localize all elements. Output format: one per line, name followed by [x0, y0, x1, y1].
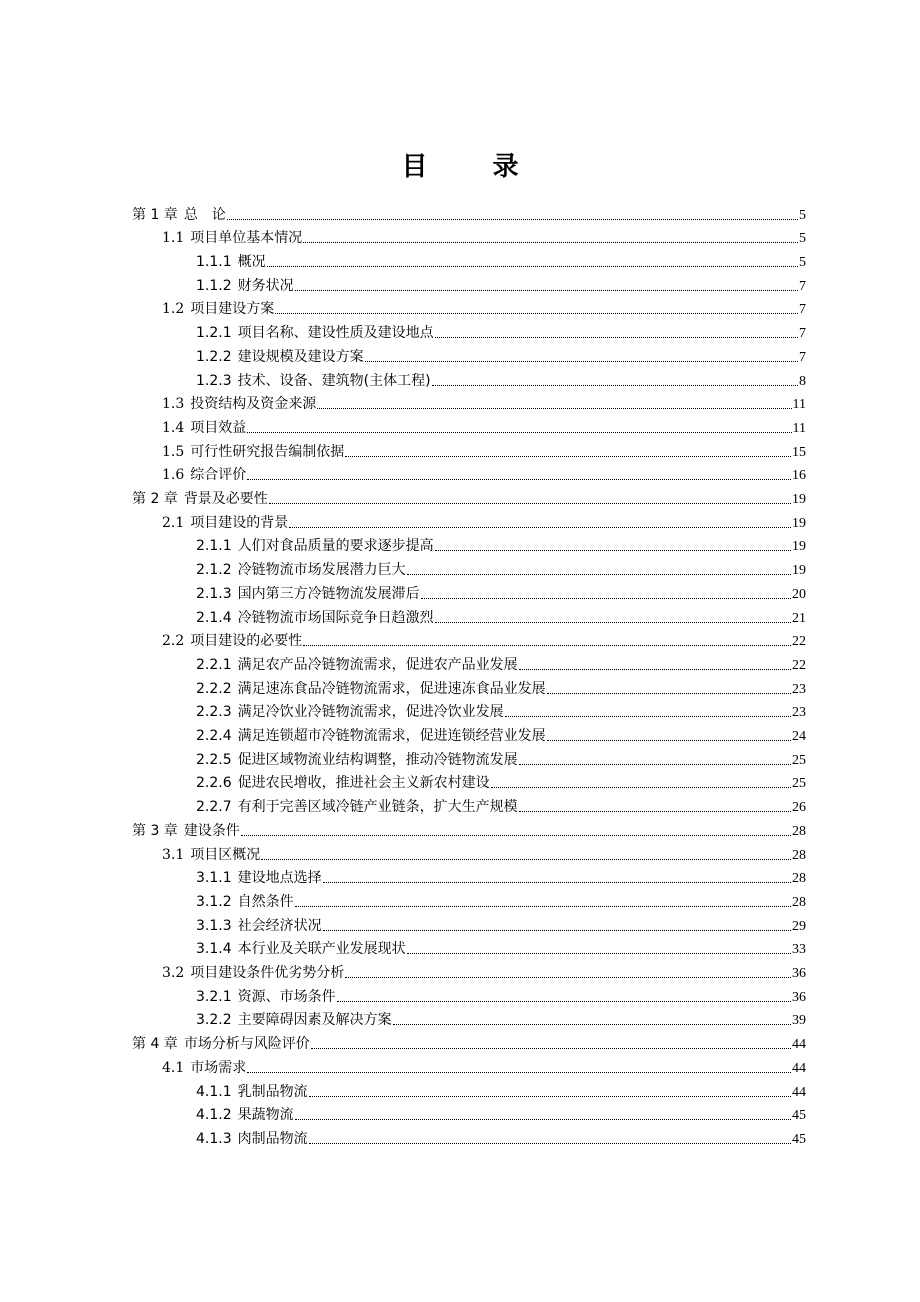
toc-entry-text: 促进农民增收，推进社会主义新农村建设: [237, 775, 490, 792]
toc-entry-number: 3.1.2: [196, 893, 232, 910]
toc-entry-number: 2.1.4: [196, 609, 232, 626]
dot-leader: [393, 1024, 791, 1025]
toc-entry-page-number: 5: [799, 207, 806, 223]
toc-entry[interactable]: [196, 936, 806, 960]
toc-entry-text: 市场需求: [190, 1059, 247, 1076]
toc-entry-number: 3.2.1: [196, 988, 232, 1005]
toc-entry-number: 2.2.4: [196, 728, 232, 745]
toc-entry-number: 2.1: [162, 514, 185, 531]
toc-entry-number: 3.2: [162, 965, 185, 982]
toc-entry-page-number: 5: [799, 255, 806, 271]
toc-entry-text: 项目建设条件优劣势分析: [190, 965, 345, 982]
toc-entry-number: 1.1.1: [196, 254, 232, 271]
toc-entry-number: 3.1.1: [196, 870, 232, 887]
toc-entry[interactable]: [196, 557, 806, 581]
toc-entry[interactable]: [162, 438, 806, 462]
toc-entry-number: 1.6: [162, 467, 185, 484]
toc-entry-number: 3.1: [162, 846, 185, 863]
toc-entry-text: 项目名称、建设性质及建设地点: [237, 325, 434, 342]
toc-entry[interactable]: [132, 1031, 806, 1055]
dot-leader: [345, 977, 791, 978]
toc-entry-page-number: 44: [792, 1084, 806, 1100]
toc-entry[interactable]: [196, 722, 806, 746]
toc-entry-text: 可行性研究报告编制依据: [190, 443, 345, 460]
dot-leader: [309, 1096, 791, 1097]
toc-entry-page-number: 19: [792, 563, 806, 579]
toc-entry[interactable]: [196, 367, 806, 391]
toc-entry-text: 总 论: [183, 206, 226, 223]
toc-entry[interactable]: [162, 628, 806, 652]
toc-entry[interactable]: [162, 841, 806, 865]
dot-leader: [309, 1143, 791, 1144]
toc-entry-text: 资源、市场条件: [237, 988, 336, 1005]
toc-entry-number: 2.2.5: [196, 751, 232, 768]
toc-entry[interactable]: [162, 1054, 806, 1078]
toc-entry-text: 项目建设的必要性: [190, 633, 303, 650]
toc-entry[interactable]: [162, 462, 806, 486]
toc-entry-number: 4.1.3: [196, 1130, 232, 1147]
toc-entry-text: 主要障碍因素及解决方案: [237, 1012, 392, 1029]
toc-entry[interactable]: [196, 248, 806, 272]
toc-entry-label: [196, 254, 266, 271]
toc-entry-number: 4.1.1: [196, 1083, 232, 1100]
dot-leader: [505, 716, 791, 717]
toc-entry-page-number: 26: [792, 800, 806, 816]
toc-entry-page-number: 28: [792, 847, 806, 863]
toc-entry[interactable]: [196, 983, 806, 1007]
toc-entry-page-number: 25: [792, 752, 806, 768]
toc-entry-text: 促进区域物流业结构调整，推动冷链物流发展: [237, 751, 518, 768]
dot-leader: [227, 219, 798, 220]
toc-entry[interactable]: [162, 296, 806, 320]
toc-entry-text: 满足农产品冷链物流需求，促进农产品业发展: [237, 656, 518, 673]
dot-leader: [295, 1119, 791, 1120]
toc-entry-page-number: 29: [792, 918, 806, 934]
dot-leader: [247, 479, 791, 480]
toc-entry-label: [196, 870, 322, 887]
dot-leader: [295, 906, 791, 907]
toc-entry-label: [162, 633, 302, 650]
toc-entry-page-number: 33: [792, 942, 806, 958]
dot-leader: [407, 574, 791, 575]
toc-entry-label: [196, 989, 336, 1006]
toc-entry-number: 4.1: [162, 1059, 185, 1076]
dot-leader: [435, 550, 791, 551]
toc-entry-text: 背景及必要性: [183, 491, 268, 508]
toc-entry[interactable]: [196, 699, 806, 723]
toc-entry-label: [196, 799, 518, 816]
toc-entry[interactable]: [196, 320, 806, 344]
toc-entry[interactable]: [196, 1078, 806, 1102]
dot-leader: [547, 740, 791, 741]
toc-entry-label: [196, 349, 364, 366]
toc-entry-label: [196, 278, 294, 295]
toc-entry-text: 市场分析与风险评价: [183, 1036, 310, 1053]
toc-entry[interactable]: [196, 580, 806, 604]
toc-entry-label: [132, 1036, 310, 1053]
toc-entry-text: 建设规模及建设方案: [237, 348, 364, 365]
toc-entry-number: 2.2.1: [196, 656, 232, 673]
toc-entry-page-number: 8: [799, 373, 806, 389]
toc-entry-text: 果蔬物流: [237, 1107, 294, 1124]
toc-entry-page-number: 45: [792, 1108, 806, 1124]
toc-entry-label: [196, 586, 420, 603]
toc-entry-text: 乳制品物流: [237, 1083, 308, 1100]
toc-entry-page-number: 44: [792, 1037, 806, 1053]
toc-entry[interactable]: [162, 414, 806, 438]
toc-entry-text: 社会经济状况: [237, 917, 322, 934]
toc-entry-text: 项目区概况: [190, 846, 261, 863]
dot-leader: [421, 598, 791, 599]
toc-entry[interactable]: [162, 509, 806, 533]
toc-entry-page-number: 20: [792, 586, 806, 602]
toc-entry-number: 4.1.2: [196, 1107, 232, 1124]
dot-leader: [317, 408, 791, 409]
toc-entry-label: [196, 1012, 392, 1029]
toc-entry[interactable]: [196, 912, 806, 936]
dot-leader: [323, 930, 791, 931]
toc-entry-label: [162, 301, 274, 318]
toc-entry[interactable]: [132, 817, 806, 841]
toc-entry[interactable]: [162, 959, 806, 983]
toc-entry-text: 冷链物流市场国际竞争日趋激烈: [237, 609, 434, 626]
toc-entry-page-number: 36: [792, 966, 806, 982]
toc-entry-page-number: 19: [792, 492, 806, 508]
toc-entry-number: 2.2.6: [196, 775, 232, 792]
toc-entry[interactable]: [196, 604, 806, 628]
toc-entry-text: 肉制品物流: [237, 1130, 308, 1147]
dot-leader: [247, 1072, 791, 1073]
toc-entry[interactable]: [196, 675, 806, 699]
toc-entry-text: 项目单位基本情况: [190, 230, 303, 247]
toc-entry-page-number: 45: [792, 1131, 806, 1147]
toc-entry-text: 国内第三方冷链物流发展滞后: [237, 585, 420, 602]
toc-entry-page-number: 7: [799, 278, 806, 294]
toc-entry-number: 2.1.3: [196, 585, 232, 602]
toc-entry-page-number: 23: [792, 681, 806, 697]
dot-leader: [275, 313, 798, 314]
toc-entry[interactable]: [132, 485, 806, 509]
toc-entry-page-number: 39: [792, 1013, 806, 1029]
dot-leader: [435, 337, 798, 338]
toc-entry-text: 技术、设备、建筑物(主体工程): [237, 372, 431, 389]
toc-entry-page-number: 16: [792, 468, 806, 484]
toc-entry-page-number: 22: [792, 657, 806, 673]
toc-entry-text: 本行业及关联产业发展现状: [237, 941, 406, 958]
toc-entry-label: [196, 657, 518, 674]
toc-entry-label: [162, 847, 260, 864]
toc-entry[interactable]: [196, 746, 806, 770]
toc-entry-page-number: 24: [792, 729, 806, 745]
toc-entry-page-number: 7: [799, 349, 806, 365]
toc-entry-number: 1.1.2: [196, 277, 232, 294]
toc-entry-number: 2.2: [162, 633, 185, 650]
toc-entry[interactable]: [196, 272, 806, 296]
toc-entry-page-number: 44: [792, 1060, 806, 1076]
toc-entry-label: [196, 325, 434, 342]
toc-entry-text: 财务状况: [237, 277, 294, 294]
toc-entry-label: [162, 1060, 246, 1077]
toc-entry-number: 3.1.3: [196, 917, 232, 934]
dot-leader: [295, 290, 798, 291]
toc-entry-page-number: 7: [799, 326, 806, 342]
toc-entry-label: [196, 918, 322, 935]
toc-entry-page-number: 5: [799, 231, 806, 247]
toc-entry-number: 1.3: [162, 396, 185, 413]
toc-entry-page-number: 28: [792, 823, 806, 839]
toc-entry-number: 3.2.2: [196, 1012, 232, 1029]
dot-leader: [547, 693, 791, 694]
dot-leader: [303, 645, 791, 646]
toc-entry-label: [196, 373, 431, 390]
toc-entry-text: 综合评价: [190, 467, 247, 484]
toc-entry-label: [196, 1131, 308, 1148]
toc-entry-text: 满足速冻食品冷链物流需求，促进速冻食品业发展: [237, 680, 546, 697]
toc-entry-text: 人们对食品质量的要求逐步提高: [237, 538, 434, 555]
toc-entry-label: [162, 444, 344, 461]
dot-leader: [241, 835, 791, 836]
toc-entry-text: 满足连锁超市冷链物流需求，促进连锁经营业发展: [237, 728, 546, 745]
toc-entry-text: 投资结构及资金来源: [190, 396, 317, 413]
toc-entry-label: [196, 538, 434, 555]
toc-entry-page-number: 22: [792, 634, 806, 650]
toc-entry-text: 自然条件: [237, 893, 294, 910]
toc-entry-text: 概况: [237, 254, 266, 271]
toc-entry-number: 2.1.2: [196, 562, 232, 579]
toc-entry[interactable]: [132, 201, 806, 225]
toc-entry-number: 1.4: [162, 419, 185, 436]
dot-leader: [289, 527, 791, 528]
toc-entry-label: [196, 941, 406, 958]
toc-entry-label: [196, 562, 406, 579]
toc-entry[interactable]: [196, 533, 806, 557]
toc-entry-number: 第 3 章: [132, 822, 178, 839]
toc-entry-label: [132, 823, 240, 840]
dot-leader: [432, 385, 798, 386]
toc-entry-label: [162, 515, 288, 532]
dot-leader: [311, 1048, 791, 1049]
toc-entry-page-number: 15: [792, 444, 806, 460]
toc-entry-number: 2.2.3: [196, 704, 232, 721]
toc-entry-label: [196, 681, 546, 698]
toc-entry[interactable]: [196, 1007, 806, 1031]
toc-entry-page-number: 11: [792, 420, 806, 436]
dot-leader: [519, 669, 791, 670]
toc-entry-page-number: 23: [792, 705, 806, 721]
toc-entry-number: 第 2 章: [132, 491, 178, 508]
toc-entry-page-number: 19: [792, 515, 806, 531]
toc-entry-number: 2.2.7: [196, 799, 232, 816]
dot-leader: [323, 882, 791, 883]
toc-entry-label: [196, 775, 490, 792]
toc-entry-number: 1.2.2: [196, 348, 232, 365]
toc-entry-page-number: 7: [799, 302, 806, 318]
toc-entry-page-number: 36: [792, 989, 806, 1005]
dot-leader: [519, 764, 791, 765]
toc-entry-number: 1.2: [162, 301, 185, 318]
toc-entry-text: 项目建设方案: [190, 301, 275, 318]
toc-entry-label: [196, 610, 434, 627]
toc-entry[interactable]: [196, 865, 806, 889]
toc-entry-text: 建设地点选择: [237, 870, 322, 887]
toc-entry-page-number: 11: [792, 397, 806, 413]
dot-leader: [303, 242, 798, 243]
toc-entry-label: [196, 1107, 294, 1124]
dot-leader: [269, 503, 791, 504]
toc-entry-number: 2.2.2: [196, 680, 232, 697]
toc-entry-label: [162, 396, 316, 413]
toc-entry[interactable]: [162, 225, 806, 249]
toc-entry-label: [162, 230, 302, 247]
toc-entry[interactable]: [196, 770, 806, 794]
toc-entry-label: [196, 1084, 308, 1101]
dot-leader: [365, 361, 798, 362]
toc-entry[interactable]: [196, 1125, 806, 1149]
toc-entry-page-number: 28: [792, 894, 806, 910]
page-title: 目 录: [401, 152, 547, 182]
dot-leader: [519, 811, 791, 812]
toc-entry-text: 有利于完善区域冷链产业链条，扩大生产规模: [237, 799, 518, 816]
toc-entry-number: 3.1.4: [196, 941, 232, 958]
toc-entry[interactable]: [162, 391, 806, 415]
toc-entry-text: 项目建设的背景: [190, 514, 289, 531]
toc-entry-text: 满足冷饮业冷链物流需求，促进冷饮业发展: [237, 704, 504, 721]
toc-entry[interactable]: [196, 651, 806, 675]
toc-entry[interactable]: [196, 888, 806, 912]
dot-leader: [407, 953, 791, 954]
dot-leader: [345, 456, 791, 457]
toc-entry-label: [162, 965, 344, 982]
dot-leader: [247, 432, 791, 433]
toc-entry-number: 第 1 章: [132, 206, 178, 223]
toc-entry-page-number: 28: [792, 871, 806, 887]
toc-entry-number: 2.1.1: [196, 538, 232, 555]
toc-entry-number: 1.2.1: [196, 325, 232, 342]
dot-leader: [435, 622, 791, 623]
toc-entry[interactable]: [196, 794, 806, 818]
toc-entry-text: 冷链物流市场发展潜力巨大: [237, 562, 406, 579]
toc-entry-label: [196, 894, 294, 911]
toc-entry-page-number: 19: [792, 539, 806, 555]
toc-entry-label: [132, 207, 226, 224]
toc-entry-label: [162, 420, 246, 437]
toc-entry-page-number: 25: [792, 776, 806, 792]
dot-leader: [337, 1001, 791, 1002]
toc-entry-label: [196, 752, 518, 769]
toc-entry-label: [196, 704, 504, 721]
toc-entry-number: 1.1: [162, 230, 185, 247]
dot-leader: [261, 859, 791, 860]
toc-entry-number: 第 4 章: [132, 1036, 178, 1053]
toc-entry-page-number: 21: [792, 610, 806, 626]
toc-entry-number: 1.5: [162, 443, 185, 460]
toc-entry-label: [162, 467, 246, 484]
toc-entry[interactable]: [196, 1102, 806, 1126]
toc-entry-label: [196, 728, 546, 745]
toc-entry[interactable]: [196, 343, 806, 367]
toc-entry-label: [132, 491, 268, 508]
dot-leader: [267, 266, 798, 267]
toc-entry-text: 建设条件: [183, 822, 240, 839]
toc-entry-text: 项目效益: [190, 419, 247, 436]
dot-leader: [491, 787, 791, 788]
toc-entry-number: 1.2.3: [196, 372, 232, 389]
